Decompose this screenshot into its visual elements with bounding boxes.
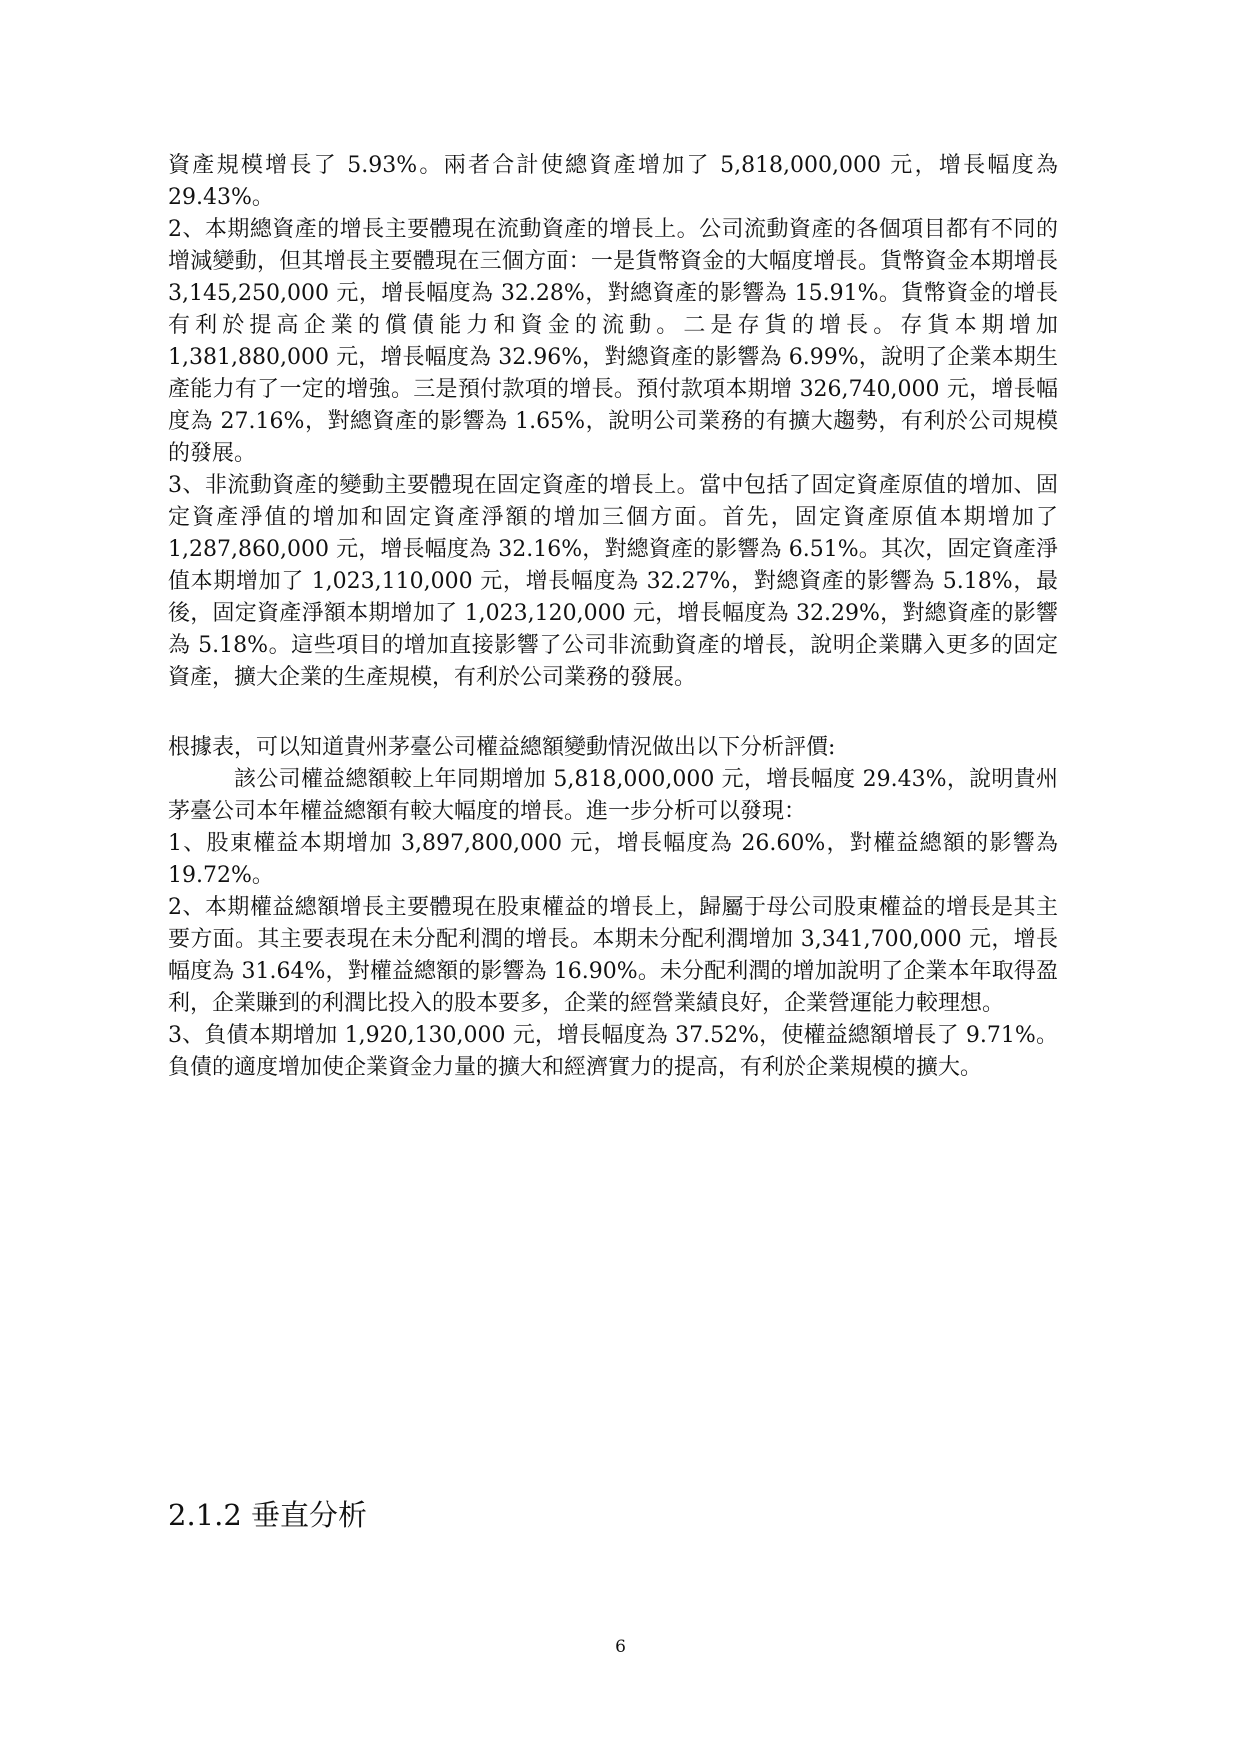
paragraph-non-current-assets: 3、非流動資產的變動主要體現在固定資產的增長上。當中包括了固定資產原值的增加、固定資產淨值的增加和固定資產淨額的增加三個方面。首先，固定資產原值本期增加了 1,287,860,000 元，增長幅度為 32.16%，對總資產的影響為 6.51%。其次，固定資產淨值本期增加了 1,023,110,000 元，增長幅度為 32.27%，對總資產的影響為 5.18%，最後，固定資產淨額本期增加了 1,023,120,000 元，增長幅度為 32.29%，對總資產的影響為 5.18%。這些項目的增加直接影響了公司非流動資產的增長，說明企業購入更多的固定資產，擴大企業的生產規模，有利於公司業務的發展。 bbox=[168, 473, 1058, 690]
paragraph-equity-summary: 該公司權益總額較上年同期增加 5,818,000,000 元，增長幅度 29.43%，說明貴州茅臺公司本年權益總額有較大幅度的增長。進一步分析可以發現： bbox=[168, 767, 1058, 824]
asset-analysis-section bbox=[168, 150, 1058, 694]
equity-analysis-section bbox=[168, 732, 1058, 1084]
paragraph-retained-earnings: 2、本期權益總額增長主要體現在股東權益的增長上，歸屬于母公司股東權益的增長是其主要方面。其主要表現在未分配利潤的增長。本期未分配利潤增加 3,341,700,000 元，增長幅度為 31.64%，對權益總額的影響為 16.90%。未分配利潤的增加說明了企業本年取得盈利，企業賺到的利潤比投入的股本要多，企業的經營業績良好，企業營運能力較理想。 bbox=[168, 895, 1058, 1016]
section-heading-vertical-analysis: 2.1.2 垂直分析 bbox=[168, 1498, 368, 1532]
paragraph-asset-scale: 資產規模增長了 5.93%。兩者合計使總資產增加了 5,818,000,000 元，增長幅度為 29.43%。 bbox=[168, 153, 1058, 210]
paragraph-current-assets: 2、本期總資產的增長主要體現在流動資產的增長上。公司流動資產的各個項目都有不同的增減變動，但其增長主要體現在三個方面：一是貨幣資金的大幅度增長。貨幣資金本期增長 3,145,250,000 元，增長幅度為 32.28%，對總資產的影響為 15.91%。貨幣資金的增長有利於提高企業的償債能力和資金的流動。二是存貨的增長。存貨本期增加 1,381,880,000 元，增長幅度為 32.96%，對總資產的影響為 6.99%，說明了企業本期生產能力有了一定的增強。三是預付款項的增長。預付款項本期增 326,740,000 元，增長幅度為 27.16%，對總資產的影響為 1.65%，說明公司業務的有擴大趨勢，有利於公司規模的發展。 bbox=[168, 217, 1058, 466]
page-number: 6 bbox=[615, 1637, 626, 1657]
paragraph-liabilities: 3、負債本期增加 1,920,130,000 元，增長幅度為 37.52%，使權益總額增長了 9.71%。負債的適度增加使企業資金力量的擴大和經濟實力的提高，有利於企業規模的擴大。 bbox=[168, 1023, 1058, 1080]
paragraph-equity-intro: 根據表，可以知道貴州茅臺公司權益總額變動情況做出以下分析評價: bbox=[168, 735, 836, 760]
paragraph-shareholder-equity: 1、股東權益本期增加 3,897,800,000 元，增長幅度為 26.60%，對權益總額的影響為 19.72%。 bbox=[168, 831, 1058, 888]
